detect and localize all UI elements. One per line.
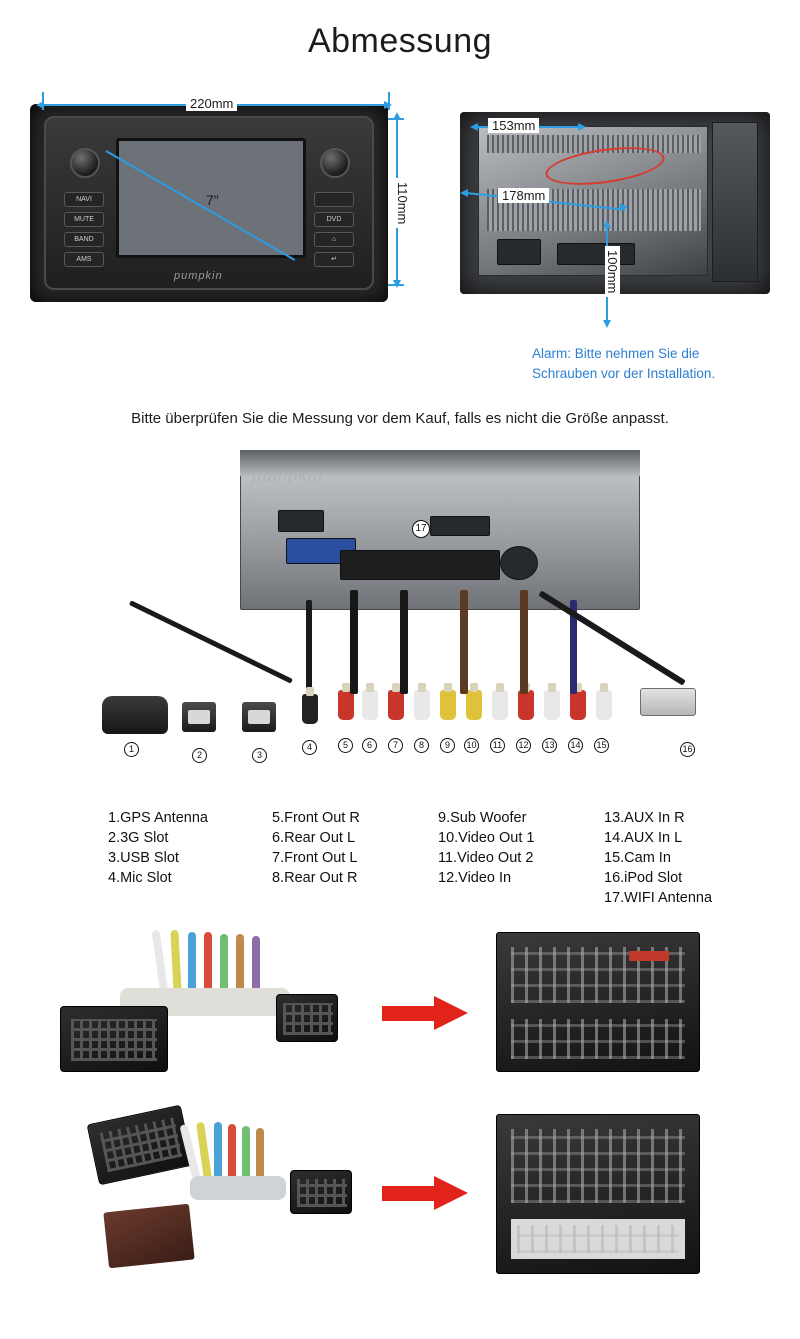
- legend-column-4: [604, 808, 712, 908]
- arrow-head-2: [434, 1176, 468, 1210]
- dim-tick-top: [388, 118, 404, 120]
- wire-yellow-1: [170, 930, 181, 992]
- callout-11: 11: [490, 738, 505, 753]
- callout-6: 6: [362, 738, 377, 753]
- iso-connector-black-2: [87, 1105, 194, 1186]
- legend-item-8: 8.Rear Out R: [272, 870, 358, 886]
- dim-arrow-bh-down: [603, 320, 611, 328]
- wire-blue-2: [214, 1122, 222, 1180]
- callout-5: 5: [338, 738, 353, 753]
- legend-item-9: 9.Sub Woofer: [438, 810, 527, 826]
- front-button-mute: MUTE: [64, 212, 104, 227]
- callout-16: 16: [680, 742, 695, 757]
- legend-item-11: 11.Video Out 2: [438, 850, 534, 866]
- rear-port-wifi: [430, 516, 490, 536]
- usb-plug-2: [242, 702, 276, 732]
- legend-item-6: 6.Rear Out L: [272, 830, 356, 846]
- callout-2: 2: [192, 748, 207, 763]
- wire-blue-1: [188, 932, 196, 992]
- arrow-right-2: [382, 1176, 468, 1210]
- rca-plug-14: [570, 690, 586, 720]
- callout-8: 8: [414, 738, 429, 753]
- rear-unit-wiring-photo: [100, 450, 720, 790]
- legend-item-4: 4.Mic Slot: [108, 870, 172, 886]
- harness-row-1: [0, 920, 800, 1110]
- secondary-connector-1: [276, 994, 338, 1042]
- front-button-home: ⌂: [314, 232, 354, 247]
- rca-plug-7: [388, 690, 404, 720]
- wire-red-1: [204, 932, 212, 992]
- callout-10: 10: [464, 738, 479, 753]
- harness-cable-b: [400, 590, 408, 694]
- usb-plug-1-inner: [188, 710, 210, 724]
- chassis-connector-b: [557, 243, 635, 265]
- legend-item-14: 14.AUX In L: [604, 830, 683, 846]
- secondary-connector-pins-2: [297, 1179, 347, 1207]
- dim-label-screen-diagonal: 7": [206, 192, 219, 208]
- iso-connector-black-1: [60, 1006, 168, 1072]
- legend-column-3: [438, 808, 534, 888]
- vehicle-socket-1: [496, 932, 700, 1072]
- mic-plug-tip: [306, 687, 314, 696]
- secondary-connector-2: [290, 1170, 352, 1214]
- rca-6-tip: [366, 683, 374, 692]
- rca-11-tip: [496, 683, 504, 692]
- vehicle-socket-pins-bottom-2: [517, 1225, 679, 1253]
- legend-item-2: 2.3G Slot: [108, 830, 169, 846]
- harness-cable-d: [520, 590, 528, 694]
- ipod-plug: [640, 688, 696, 716]
- callout-13: 13: [542, 738, 557, 753]
- chassis-connector-a: [497, 239, 541, 265]
- front-button-band: BAND: [64, 232, 104, 247]
- legend-column-1: [108, 808, 208, 888]
- volume-knob-left: [70, 148, 100, 178]
- wire-brown-2: [256, 1128, 264, 1180]
- dim-arrow-bh-up: [603, 220, 611, 228]
- canbus-decoder-box: [103, 1204, 194, 1269]
- dim-label-back-depth: 178mm: [498, 188, 549, 203]
- wire-bundle-sleeve-2: [190, 1176, 286, 1200]
- rca-9-tip: [444, 683, 452, 692]
- page-title: Abmessung: [307, 22, 493, 60]
- legend-item-7: 7.Front Out L: [272, 850, 358, 866]
- vehicle-socket-2: [496, 1114, 700, 1274]
- rear-port-harness: [340, 550, 500, 580]
- alarm-note-line2: Schrauben vor der Installation.: [532, 366, 716, 381]
- rca-plug-8: [414, 690, 430, 720]
- iso-connector-pins-1: [71, 1019, 157, 1061]
- harness-cable-a: [350, 590, 358, 694]
- front-button-back: ↵: [314, 252, 354, 267]
- arrow-head-1: [434, 996, 468, 1030]
- wire-white-1: [152, 930, 169, 994]
- alarm-note-line1: Alarm: Bitte nehmen Sie die: [532, 346, 700, 361]
- dim-arrow-bd-left: [460, 189, 468, 197]
- dim-tick-left: [42, 92, 44, 110]
- wire-green-1: [220, 934, 228, 992]
- vehicle-socket-marker-1: [629, 951, 669, 961]
- check-measurement-note: Bitte überprüfen Sie die Messung vor dem Kauf, falls es nicht die Größe anpasst.: [131, 410, 669, 427]
- gps-antenna-puck: [102, 696, 168, 734]
- harness-assembly-1: [60, 930, 360, 1080]
- rca-plug-15: [596, 690, 612, 720]
- harness-row-2: [0, 1110, 800, 1300]
- arrow-shaft-2: [382, 1186, 438, 1201]
- rca-plug-6: [362, 690, 378, 720]
- gps-cable: [129, 600, 293, 683]
- wire-violet-1: [252, 936, 260, 992]
- brand-logo-front: pumpkin: [174, 270, 223, 282]
- dim-label-front-height: 110mm: [395, 178, 410, 228]
- chassis-side-panel: [712, 122, 758, 282]
- legend-item-1: 1.GPS Antenna: [108, 810, 208, 826]
- dim-arrow-bw-left: [470, 123, 478, 131]
- harness-cable-c: [460, 590, 468, 694]
- rear-port-round: [500, 546, 538, 580]
- vehicle-socket-pins-bottom-1: [511, 1019, 685, 1059]
- rca-plug-12: [518, 690, 534, 720]
- callout-12: 12: [516, 738, 531, 753]
- rca-plug-9: [440, 690, 456, 720]
- legend-item-3: 3.USB Slot: [108, 850, 179, 866]
- callout-14: 14: [568, 738, 583, 753]
- rca-10-tip: [470, 683, 478, 692]
- brand-logo-rear: pumpkin: [252, 466, 324, 485]
- legend-item-15: 15.Cam In: [604, 850, 671, 866]
- callout-7: 7: [388, 738, 403, 753]
- callout-1: 1: [124, 742, 139, 757]
- legend-item-10: 10.Video Out 1: [438, 830, 535, 846]
- dim-arrow-bw-right: [578, 123, 586, 131]
- dim-label-back-width: 153mm: [488, 118, 539, 133]
- usb-plug-1: [182, 702, 216, 732]
- dim-tick-bottom: [388, 284, 404, 286]
- rca-15-tip: [600, 683, 608, 692]
- rca-plug-5: [338, 690, 354, 720]
- mic-plug: [302, 694, 318, 724]
- front-button-eject: [314, 192, 354, 207]
- dim-tick-right: [388, 92, 390, 110]
- callout-9: 9: [440, 738, 455, 753]
- rear-port-antenna: [278, 510, 324, 532]
- wire-red-2: [228, 1124, 236, 1180]
- callout-3: 3: [252, 748, 267, 763]
- alarm-note: [532, 344, 782, 384]
- rca-plug-10: [466, 690, 482, 720]
- legend-item-16: 16.iPod Slot: [604, 870, 683, 886]
- callout-17-wifi: 17: [412, 520, 430, 538]
- dim-label-front-width: 220mm: [186, 96, 237, 111]
- front-button-navi: NAVI: [64, 192, 104, 207]
- legend-item-17: 17.WIFI Antenna: [604, 890, 713, 906]
- dim-arrow-bd-right: [620, 203, 628, 211]
- arrow-right-1: [382, 996, 468, 1030]
- iso-connector-pins-2: [100, 1117, 183, 1172]
- callout-4: 4: [302, 740, 317, 755]
- rca-plug-13: [544, 690, 560, 720]
- legend-item-5: 5.Front Out R: [272, 810, 360, 826]
- front-button-dvd: DVD: [314, 212, 354, 227]
- legend-item-12: 12.Video In: [438, 870, 512, 886]
- tune-knob-right: [320, 148, 350, 178]
- rca-8-tip: [418, 683, 426, 692]
- rca-7-tip: [392, 683, 400, 692]
- harness-assembly-2: [60, 1110, 380, 1290]
- legend-column-2: [272, 808, 360, 888]
- callout-15: 15: [594, 738, 609, 753]
- usb-plug-2-inner: [248, 710, 270, 724]
- vehicle-socket-pins-top-2: [511, 1129, 685, 1203]
- rca-5-tip: [342, 683, 350, 692]
- wire-brown-1: [236, 934, 244, 992]
- dim-label-back-height: 100mm: [605, 246, 620, 297]
- rca-plug-11: [492, 690, 508, 720]
- wire-green-2: [242, 1126, 250, 1180]
- rca-13-tip: [548, 683, 556, 692]
- arrow-shaft-1: [382, 1006, 438, 1021]
- secondary-connector-pins-1: [283, 1003, 333, 1035]
- front-button-ams: AMS: [64, 252, 104, 267]
- legend-item-13: 13.AUX In R: [604, 810, 685, 826]
